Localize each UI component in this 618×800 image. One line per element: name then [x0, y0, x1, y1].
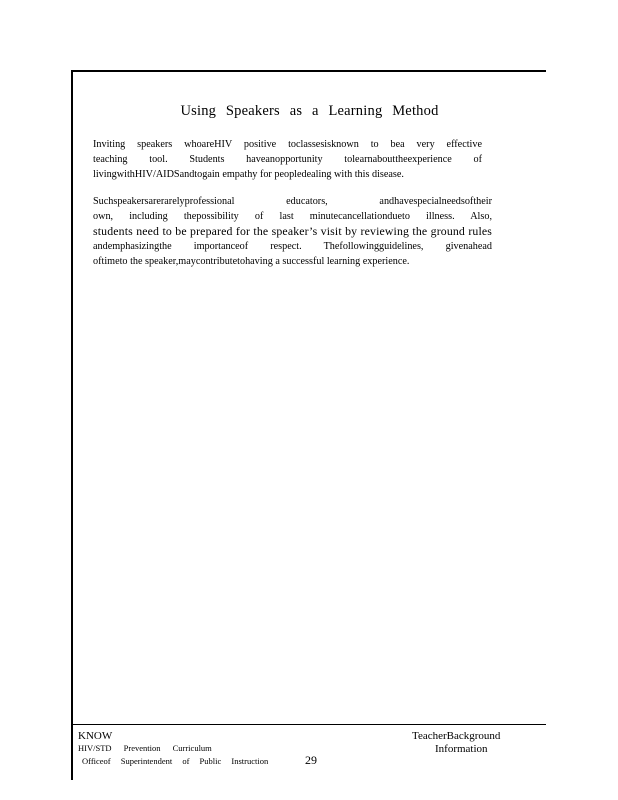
- footer-office-name: Officeof Superintendent of Public Instruction: [82, 756, 269, 766]
- left-border-rule: [71, 70, 73, 780]
- footer-section-title: TeacherBackground: [412, 730, 501, 742]
- paragraph-inviting-speakers: [93, 137, 482, 182]
- paragraph-line: Suchspeakersarerarelyprofessional educators, andhavespecialneedsoftheir: [93, 196, 492, 207]
- paragraph-line: oftimeto the speaker,maycontributetohaving a successful learning experience.: [93, 256, 410, 267]
- page-title: Using Speakers as a Learning Method: [180, 103, 439, 119]
- footer-divider-rule: [73, 724, 546, 725]
- top-border-rule: [71, 70, 546, 72]
- paragraph-line: own, including thepossibility of last minutecancellationdueto illness. Also,: [93, 211, 492, 222]
- paragraph-line: andemphasizingthe importanceof respect. Thefollowingguidelines, givenahead: [93, 241, 492, 252]
- paragraph-line: livingwithHIV/AIDSandtogain empathy for peopledealing with this disease.: [93, 169, 404, 180]
- page-number: 29: [305, 753, 317, 767]
- paragraph-line: teaching tool. Students haveanopportunity tolearnabouttheexperience of: [93, 154, 482, 165]
- paragraph-line: students need to be prepared for the speaker’s visit by reviewing the ground rules: [93, 224, 492, 238]
- paragraph-speaker-needs: [93, 194, 492, 269]
- paragraph-line: Inviting speakers whoareHIV positive toclassesisknown to bea very effective: [93, 139, 482, 150]
- footer-section-subtitle: Information: [435, 743, 488, 755]
- footer-know-label: KNOW: [78, 730, 113, 742]
- footer-curriculum-name: HIV/STD Prevention Curriculum: [78, 743, 212, 753]
